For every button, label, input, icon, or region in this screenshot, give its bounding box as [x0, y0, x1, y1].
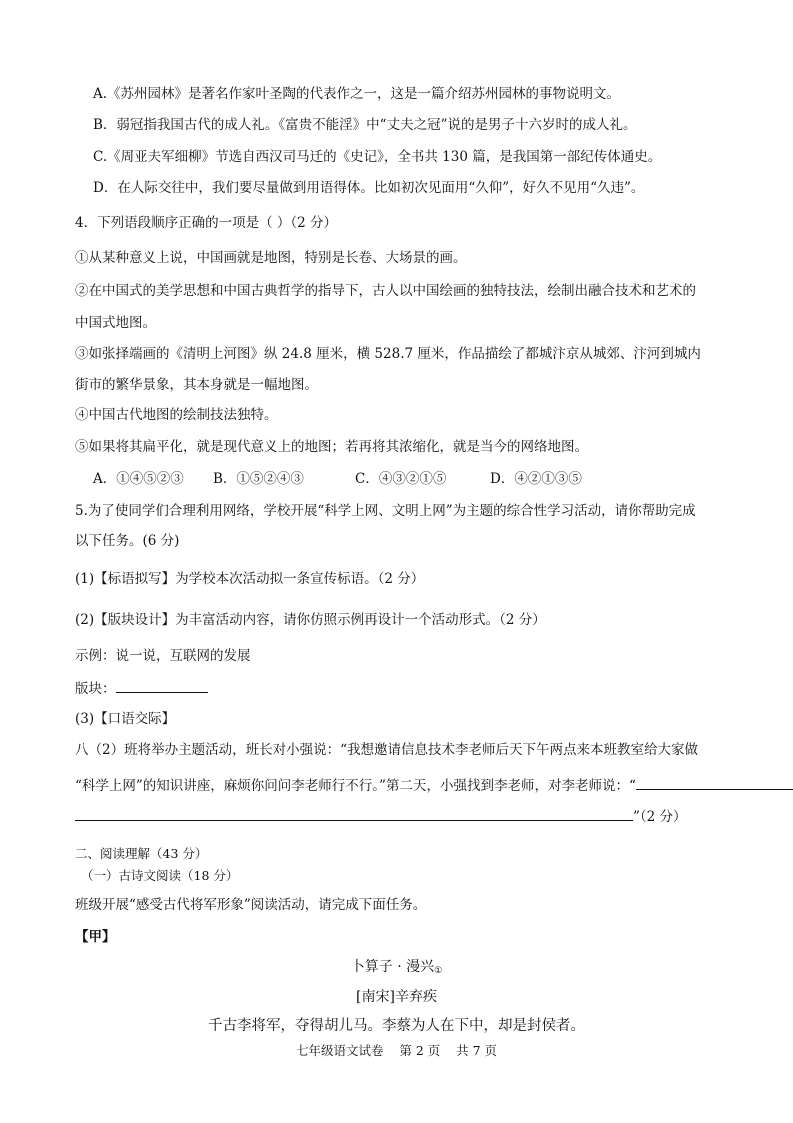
q3-option-b: B．弱冠指我国古代的成人礼。《富贵不能淫》中“丈夫之冠”说的是男子十六岁时的成人礼。	[93, 117, 637, 133]
q5-block-line	[75, 678, 208, 698]
q4-stem: 4．下列语段顺序正确的一项是（ ）（2 分）	[75, 215, 338, 231]
q4-option-b: B．①⑤②④③	[213, 471, 304, 487]
q5-task-1: (1)【标语拟写】为学校本次活动拟一条宣传标语。（2 分）	[75, 571, 425, 587]
q4-sentence-2-cont: 中国式地图。	[75, 315, 156, 331]
q5-stem-cont: 以下任务。(6 分)	[75, 533, 180, 549]
q4-sentence-3: ③如张择端画的《清明上河图》纵 24.8 厘米，横 528.7 厘米，作品描绘了都城汴京从城郊、汴河到城内	[75, 346, 701, 362]
dialog-answer-blank-1[interactable]	[636, 775, 793, 790]
q4-option-c: C．④③②①⑤	[355, 471, 447, 487]
block-label: 版块：	[75, 681, 116, 697]
poem-note-marker: ①	[434, 966, 443, 976]
q3-option-c: C.《周亚夫军细柳》节选自西汉司马迁的《史记》，全书共 130 篇，是我国第一部纪传体通史。	[93, 149, 662, 165]
q5-stem: 5.为了使同学们合理利用网络，学校开展“科学上网、文明上网”为主题的综合性学习活动，请你帮助完成	[75, 503, 696, 519]
passage-label-jia: 【甲】	[75, 929, 116, 945]
poem-title-line	[0, 958, 793, 978]
q5-task-2: (2)【版块设计】为丰富活动内容，请你仿照示例再设计一个活动形式。（2 分）	[75, 612, 546, 628]
q5-task-3: (3)【口语交际】	[75, 711, 176, 727]
q3-option-d: D．在人际交往中，我们要尽量做到用语得体。比如初次见面用“久仰”，好久不见用“久违”。	[93, 180, 645, 196]
page-footer: 七年级语文试卷 第 2 页 共 7 页	[295, 1043, 498, 1058]
poem-author: [南宋]辛弃疾	[356, 989, 437, 1005]
poem-title: 卜算子 · 漫兴	[350, 959, 435, 975]
q3-option-a: A.《苏州园林》是著名作家叶圣陶的代表作之一，这是一篇介绍苏州园林的事物说明文。	[93, 86, 621, 102]
dialog-end: ”（2 分）	[633, 809, 687, 825]
q4-option-a: A．①④⑤②③	[93, 471, 184, 487]
q5-dialog-line2	[75, 775, 793, 795]
q4-sentence-4: ④中国古代地图的绘制技法独特。	[75, 407, 278, 423]
section-intro: 班级开展“感受古代将军形象”阅读活动，请完成下面任务。	[75, 897, 427, 913]
section-title: 二、阅读理解（43 分）	[75, 846, 208, 861]
q4-sentence-3-cont: 街市的繁华景象，其本身就是一幅地图。	[75, 377, 318, 393]
dialog-answer-blank-2[interactable]	[75, 806, 633, 821]
q4-sentence-5: ⑤如果将其扁平化，就是现代意义上的地图；若再将其浓缩化，就是当今的网络地图。	[75, 439, 588, 455]
block-answer-blank[interactable]	[116, 678, 208, 693]
poem-line-1: 千古李将军，夺得胡儿马。李蔡为人在下中，却是封侯者。	[208, 1018, 585, 1034]
q4-option-d: D．④②①③⑤	[490, 471, 582, 487]
section-subtitle: （一）古诗文阅读（18 分）	[81, 868, 239, 883]
q5-example: 示例：说一说，互联网的发展	[75, 648, 251, 664]
q4-sentence-2: ②在中国式的美学思想和中国古典哲学的指导下，古人以中国绘画的独特技法，绘制出融合技术和艺术的	[75, 283, 696, 299]
dialog-text: “科学上网”的知识讲座，麻烦你问问李老师行不行。”第二天，小强找到李老师，对李老师说：“	[75, 778, 636, 794]
q5-dialog: 八（2）班将举办主题活动，班长对小强说：“我想邀请信息技术李老师后天下午两点来本班教室给大家做	[75, 742, 698, 758]
q5-dialog-line3	[75, 806, 687, 826]
q4-sentence-1: ①从某种意义上说，中国画就是地图，特别是长卷、大场景的画。	[75, 250, 467, 266]
